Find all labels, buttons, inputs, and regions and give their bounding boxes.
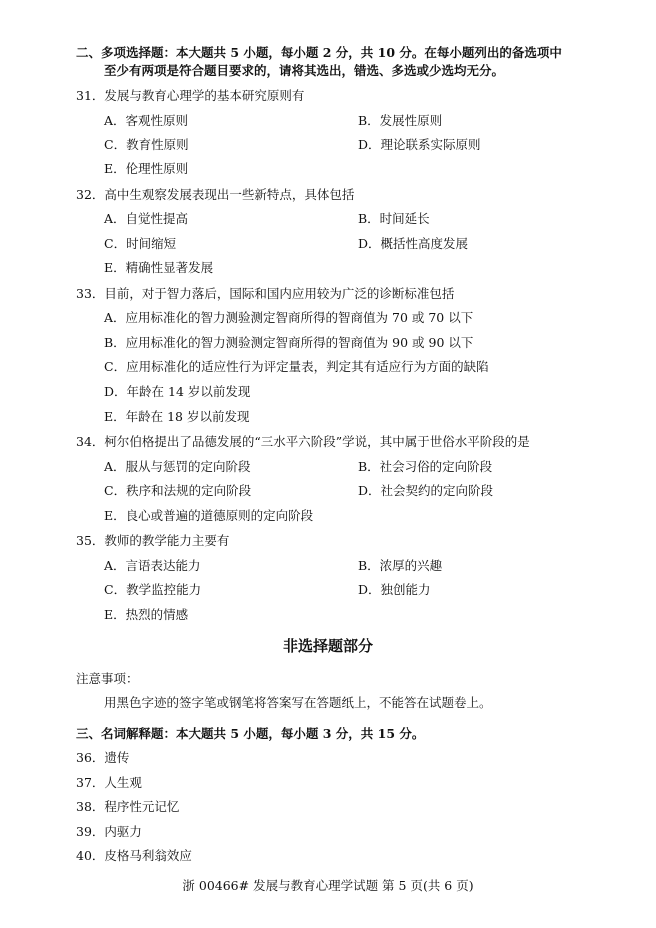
q35-option-b: B．浓厚的兴趣 bbox=[358, 558, 443, 573]
q34-option-e: E．良心或普遍的道德原则的定向阶段 bbox=[104, 508, 314, 523]
q31-option-b: B．发展性原则 bbox=[358, 113, 443, 128]
q32-option-b: B．时间延长 bbox=[358, 211, 430, 226]
page-footer: 浙 00466# 发展与教育心理学试题 第 5 页(共 6 页) bbox=[182, 878, 474, 893]
q31-stem: 31．发展与教育心理学的基本研究原则有 bbox=[76, 88, 305, 103]
q34-option-c: C．秩序和法规的定向阶段 bbox=[104, 483, 252, 498]
q34-stem: 34．柯尔伯格提出了品德发展的“三水平六阶段”学说，其中属于世俗水平阶段的是 bbox=[76, 434, 530, 449]
notice-text: 用黑色字迹的签字笔或钢笔将答案写在答题纸上，不能答在试题卷上。 bbox=[104, 695, 492, 710]
q32-option-a: A．自觉性提高 bbox=[104, 211, 189, 226]
notice-label: 注意事项： bbox=[76, 671, 139, 686]
q31-option-a: A．客观性原则 bbox=[104, 113, 189, 128]
q33-option-b: B．应用标准化的智力测验测定智商所得的智商值为 90 或 90 以下 bbox=[104, 335, 474, 350]
section3-heading: 三、名词解释题：本大题共 5 小题，每小题 3 分，共 15 分。 bbox=[76, 726, 425, 741]
q35-option-c: C．教学监控能力 bbox=[104, 582, 202, 597]
q31-option-d: D．理论联系实际原则 bbox=[358, 137, 481, 152]
q33-option-d: D．年龄在 14 岁以前发现 bbox=[104, 384, 251, 399]
q32-option-c: C．时间缩短 bbox=[104, 236, 177, 251]
q32-option-d: D．概括性高度发展 bbox=[358, 236, 469, 251]
q36-item: 36．遗传 bbox=[76, 750, 130, 765]
q32-option-e: E．精确性显著发展 bbox=[104, 260, 214, 275]
q31-option-c: C．教育性原则 bbox=[104, 137, 189, 152]
q34-option-d: D．社会契约的定向阶段 bbox=[358, 483, 494, 498]
q34-option-a: A．服从与惩罚的定向阶段 bbox=[104, 459, 251, 474]
section2-heading-line1: 二、多项选择题：本大题共 5 小题，每小题 2 分，共 10 分。在每小题列出的备选项中 bbox=[76, 45, 562, 60]
nonchoice-title: 非选择题部分 bbox=[282, 637, 373, 655]
q33-option-e: E．年龄在 18 岁以前发现 bbox=[104, 409, 250, 424]
q31-option-e: E．伦理性原则 bbox=[104, 161, 189, 176]
q40-item: 40．皮格马利翁效应 bbox=[76, 848, 192, 863]
q35-option-d: D．独创能力 bbox=[358, 582, 431, 597]
q33-option-a: A．应用标准化的智力测验测定智商所得的智商值为 70 或 70 以下 bbox=[104, 310, 474, 325]
q35-option-a: A．言语表达能力 bbox=[104, 558, 201, 573]
q37-item: 37．人生观 bbox=[76, 775, 142, 790]
q33-stem: 33．目前，对于智力落后，国际和国内应用较为广泛的诊断标准包括 bbox=[76, 286, 455, 301]
q34-option-b: B．社会习俗的定向阶段 bbox=[358, 459, 493, 474]
q39-item: 39．内驱力 bbox=[76, 824, 142, 839]
q38-item: 38．程序性元记忆 bbox=[76, 799, 180, 814]
q35-option-e: E．热烈的情感 bbox=[104, 607, 189, 622]
section2-heading-line2: 至少有两项是符合题目要求的，请将其选出，错选、多选或少选均无分。 bbox=[104, 63, 505, 78]
q32-stem: 32．高中生观察发展表现出一些新特点，具体包括 bbox=[76, 187, 355, 202]
q33-option-c: C．应用标准化的适应性行为评定量表，判定其有适应行为方面的缺陷 bbox=[104, 359, 489, 374]
q35-stem: 35．教师的教学能力主要有 bbox=[76, 533, 230, 548]
